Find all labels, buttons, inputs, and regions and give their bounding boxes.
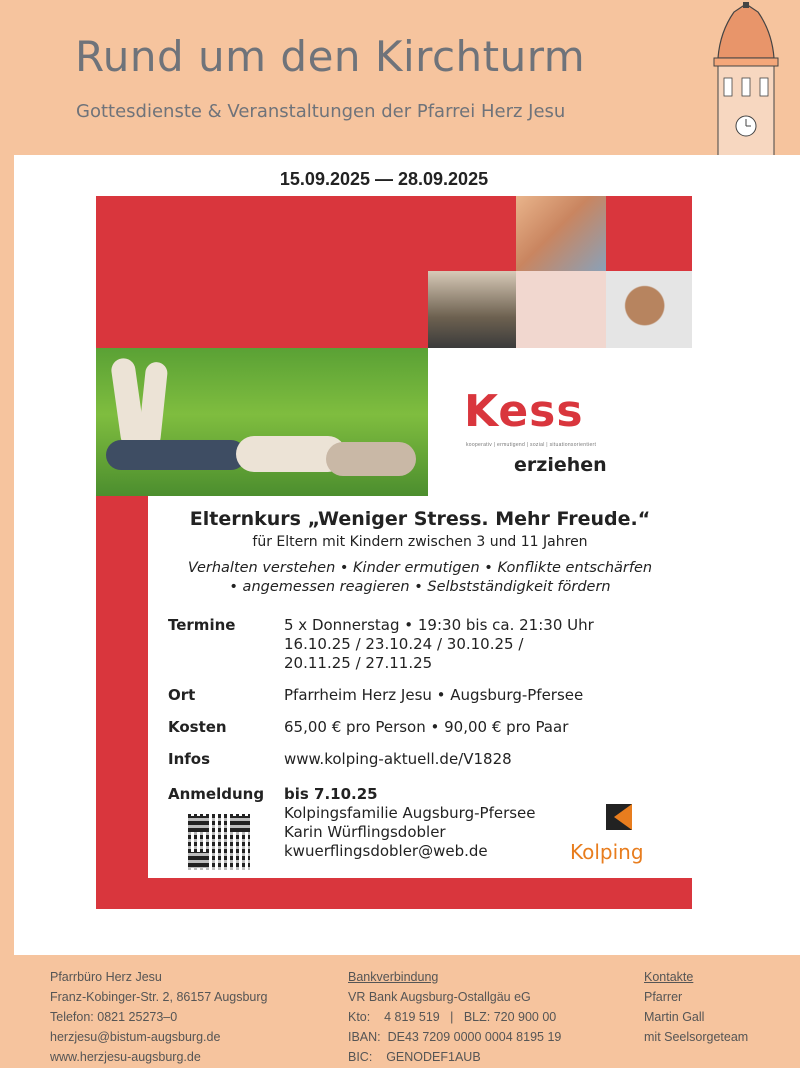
red-side-bar xyxy=(96,496,148,909)
anmeldung-value xyxy=(284,785,536,861)
bank-name: VR Bank Augsburg-Ostallgäu eG xyxy=(348,990,531,1004)
bank-iban: IBAN: DE43 7209 0000 0004 8195 19 xyxy=(348,1030,562,1044)
ort-value: Pfarrheim Herz Jesu • Augsburg-Pfersee xyxy=(284,686,584,704)
photo-boy xyxy=(606,271,692,348)
kess-logo-box xyxy=(428,348,692,496)
anmeldung-label: Anmeldung xyxy=(168,785,265,803)
church-tower-icon xyxy=(706,2,786,162)
footer-bank xyxy=(348,967,561,1067)
office-phone: Telefon: 0821 25273–0 xyxy=(50,1010,178,1024)
office-email[interactable]: herzjesu@bistum-augsburg.de xyxy=(50,1030,221,1044)
course-goals: • angemessen reagieren • Selbstständigkeit fördern xyxy=(229,579,611,595)
contact-team: mit Seelsorgeteam xyxy=(644,1030,749,1044)
red-bottom-bar xyxy=(148,878,692,909)
ort-label: Ort xyxy=(168,686,196,704)
anmeldung-email[interactable]: kwuerflingsdobler@web.de xyxy=(284,842,488,860)
termine-line: 20.11.25 / 27.11.25 xyxy=(284,654,433,672)
photo-children-in-grass xyxy=(96,348,428,496)
bulletin-page xyxy=(14,155,800,955)
kosten-value: 65,00 € pro Person • 90,00 € pro Paar xyxy=(284,718,569,736)
termine-label: Termine xyxy=(168,616,236,634)
course-flyer xyxy=(96,196,692,909)
qr-code-pattern xyxy=(188,814,250,870)
office-name: Pfarrbüro Herz Jesu xyxy=(50,970,162,984)
photo-detail xyxy=(326,442,416,476)
anmeldung-line: Karin Würflingsdobler xyxy=(284,823,446,841)
anmeldung-deadline: bis 7.10.25 xyxy=(284,785,378,803)
office-website[interactable]: www.herzjesu-augsburg.de xyxy=(50,1050,201,1064)
kess-tagline: kooperativ | ermutigend | sozial | situationsorientiert xyxy=(466,442,597,448)
kess-logo: Kess xyxy=(464,386,584,437)
infos-label: Infos xyxy=(168,750,211,768)
contact-name: Martin Gall xyxy=(644,1010,705,1024)
kess-erziehen: erziehen xyxy=(514,454,607,476)
contact-role: Pfarrer xyxy=(644,990,683,1004)
termine-value xyxy=(284,616,594,673)
kolping-logo-text: Kolping xyxy=(570,840,644,864)
anmeldung-line: Kolpingsfamilie Augsburg-Pfersee xyxy=(284,804,536,822)
footer-office xyxy=(50,967,268,1067)
page-title: Rund um den Kirchturm xyxy=(75,32,586,81)
office-street: Franz-Kobinger-Str. 2, 86157 Augsburg xyxy=(50,990,268,1004)
course-details xyxy=(148,496,692,878)
bank-bic: BIC: GENODEF1AUB xyxy=(348,1050,481,1064)
kolping-logo-icon xyxy=(606,804,632,830)
termine-line: 16.10.25 / 23.10.24 / 30.10.25 / xyxy=(284,635,524,653)
infos-link[interactable]: www.kolping-aktuell.de/V1828 xyxy=(284,750,512,768)
photo-children xyxy=(516,196,606,271)
page-subtitle: Gottesdienste & Veranstaltungen der Pfarrei Herz Jesu xyxy=(76,101,566,122)
header xyxy=(0,0,800,155)
date-range: 15.09.2025 — 28.09.2025 xyxy=(279,169,489,189)
bank-kto: Kto: 4 819 519 | BLZ: 720 900 00 xyxy=(348,1010,557,1024)
contacts-heading: Kontakte xyxy=(644,970,694,984)
red-block xyxy=(428,196,516,271)
kosten-label: Kosten xyxy=(168,718,227,736)
photo-detail xyxy=(106,440,246,470)
footer xyxy=(0,955,800,1068)
photo-skateboard xyxy=(428,271,516,348)
photo-detail xyxy=(138,361,169,449)
course-subtitle: für Eltern mit Kindern zwischen 3 und 11 Jahren xyxy=(252,534,588,550)
bank-heading: Bankverbindung xyxy=(348,970,439,984)
red-block xyxy=(606,196,692,271)
course-title: Elternkurs „Weniger Stress. Mehr Freude.“ xyxy=(189,508,651,530)
course-goals: Verhalten verstehen • Kinder ermutigen • Konflikte entschärfen xyxy=(187,560,653,576)
footer-contacts xyxy=(644,967,748,1047)
light-block xyxy=(516,271,606,348)
red-block xyxy=(96,196,428,348)
termine-line: 5 x Donnerstag • 19:30 bis ca. 21:30 Uhr xyxy=(284,616,594,634)
